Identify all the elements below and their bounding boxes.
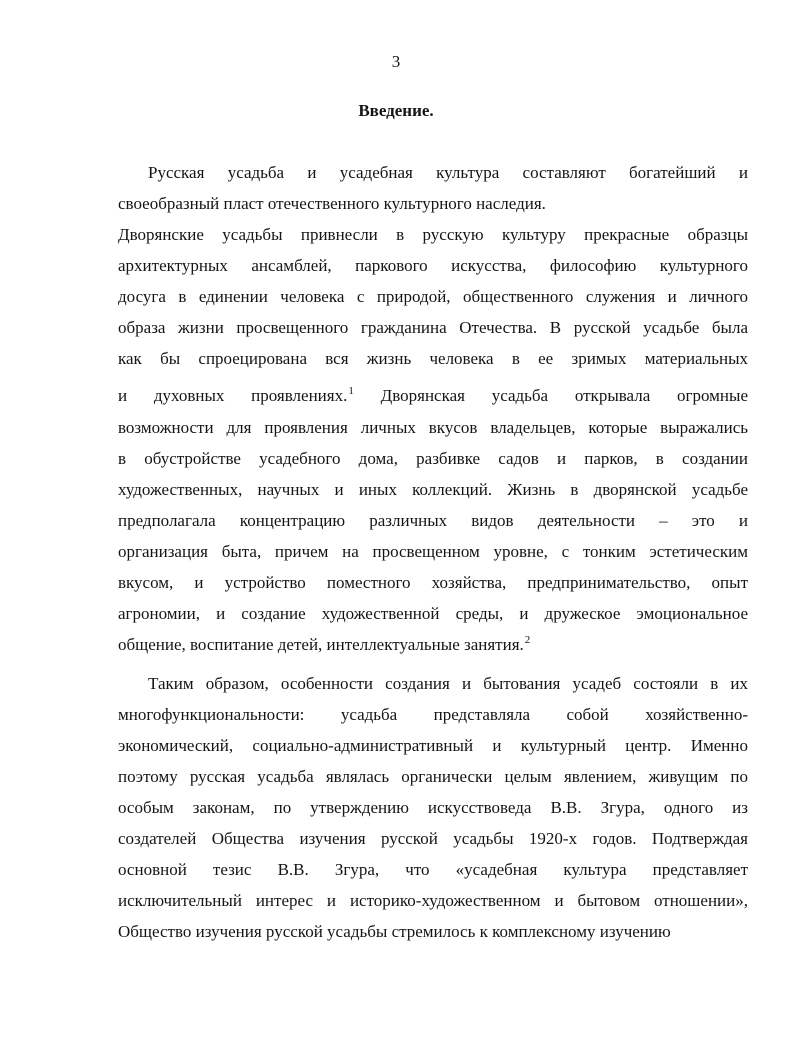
paragraph-gap [118, 660, 748, 668]
text-line: досуга в единении человека с природой, общественного служения и личного [118, 287, 748, 306]
text-line: в обустройстве усадебного дома, разбивке садов и парков, в создании [118, 449, 748, 468]
text-line: Таким образом, особенности создания и бытования усадеб состояли в их [148, 674, 748, 693]
text-line: Общество изучения русской усадьбы стремилось к комплексному изучению [118, 922, 671, 941]
text-line: архитектурных ансамблей, паркового искусства, философию культурного [118, 256, 748, 275]
text-line: создателей Общества изучения русской усадьбы 1920-х годов. Подтверждая [118, 829, 748, 848]
text-segment: Дворянская усадьба открывала огромные [353, 386, 748, 405]
footnote-marker: 1 [348, 385, 354, 398]
text-line: многофункциональности: усадьба представляла собой хозяйственно- [118, 705, 748, 724]
text-line: предполагала концентрацию различных видов деятельности – это и [118, 511, 748, 530]
text-line: своеобразный пласт отечественного культурного наследия. [118, 194, 546, 213]
text-line: Русская усадьба и усадебная культура составляют богатейший и [148, 163, 748, 182]
document-body [118, 157, 748, 947]
text-segment: и духовных проявлениях. [118, 386, 348, 405]
page-title: Введение. [358, 101, 434, 120]
text-line: образа жизни просвещенного гражданина Отечества. В русской усадьбе была [118, 318, 748, 337]
text-line: исключительный интерес и историко-художественном и бытовом отношении», [118, 891, 748, 910]
text-line: экономический, социально-административный и культурный центр. Именно [118, 736, 748, 755]
text-line: агрономии, и создание художественной среды, и дружеское эмоциональное [118, 604, 748, 623]
text-line-with-footnote [118, 629, 748, 660]
text-line: основной тезис В.В. Згура, что «усадебная культура представляет [118, 860, 748, 879]
text-line: как бы спроецирована вся жизнь человека в ее зримых материальных [118, 349, 748, 368]
page-number: 3 [391, 52, 401, 71]
text-line: организация быта, причем на просвещенном уровне, с тонким эстетическим [118, 542, 748, 561]
text-segment: общение, воспитание детей, интеллектуальные занятия. [118, 635, 524, 654]
text-line: возможности для проявления личных вкусов владельцев, которые выражались [118, 418, 748, 437]
text-line: вкусом, и устройство поместного хозяйства, предпринимательство, опыт [118, 573, 748, 592]
text-line: поэтому русская усадьба являлась органически целым явлением, живущим по [118, 767, 748, 786]
text-line: художественных, научных и иных коллекций. Жизнь в дворянской усадьбе [118, 480, 748, 499]
footnote-marker: 2 [524, 634, 531, 647]
text-line-with-footnote [118, 374, 748, 412]
text-line: особым законам, по утверждению искусствоведа В.В. Згура, одного из [118, 798, 748, 817]
text-line: Дворянские усадьбы привнесли в русскую культуру прекрасные образцы [118, 225, 748, 244]
